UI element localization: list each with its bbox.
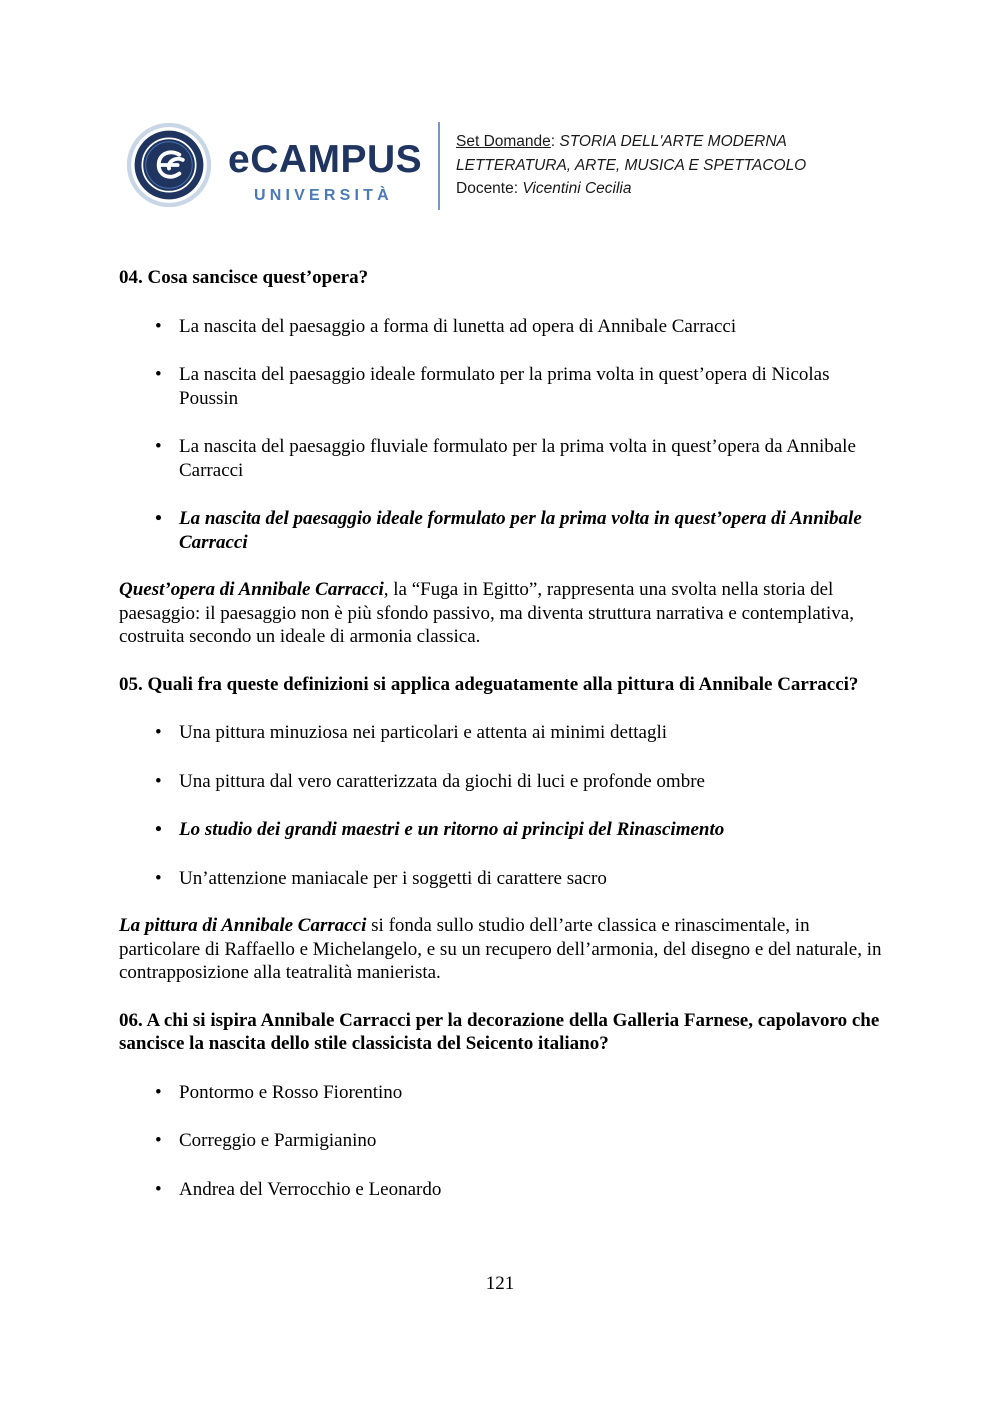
option-item: • La nascita del paesaggio ideale formulato per la prima volta in quest’opera di Nicolas Poussin bbox=[119, 363, 884, 410]
option-item: • Un’attenzione maniacale per i soggetti di carattere sacro bbox=[119, 867, 884, 891]
page-content bbox=[119, 266, 884, 1201]
teacher-line bbox=[456, 177, 806, 201]
document-header bbox=[122, 118, 882, 214]
explanation-lead: Quest’opera di Annibale Carracci bbox=[119, 579, 384, 600]
explanation-lead: La pittura di Annibale Carracci bbox=[119, 915, 367, 936]
ecampus-seal-logo bbox=[126, 122, 212, 208]
universita-wordmark: UNIVERSITÀ bbox=[254, 187, 393, 204]
set-line: Set Domande: STORIA DELL'ARTE MODERNA bbox=[456, 133, 787, 150]
question-06-title: 06. A chi si ispira Annibale Carracci per la decorazione della Galleria Farnese, capolavoro che sancisce la nascita dello stile classicista del Seicento italiano? bbox=[119, 1009, 880, 1054]
set-value: STORIA DELL'ARTE MODERNA bbox=[559, 133, 787, 150]
teacher-label: Docente: bbox=[456, 180, 519, 197]
question-05-title: 05. Quali fra queste definizioni si applica adeguatamente alla pittura di Annibale Carracci? bbox=[119, 673, 859, 695]
set-value-line2: LETTERATURA, ARTE, MUSICA E SPETTACOLO bbox=[456, 156, 807, 174]
option-item: • Andrea del Verrocchio e Leonardo bbox=[119, 1178, 884, 1202]
option-item: • La nascita del paesaggio fluviale formulato per la prima volta in quest’opera da Annibale Carracci bbox=[119, 435, 884, 482]
page-number: 121 bbox=[485, 1273, 515, 1294]
option-item: • Una pittura dal vero caratterizzata da giochi di luci e profonde ombre bbox=[119, 770, 884, 794]
question-04-options bbox=[119, 315, 884, 555]
option-item: • La nascita del paesaggio a forma di lunetta ad opera di Annibale Carracci bbox=[119, 315, 884, 339]
question-04-explanation bbox=[119, 578, 884, 649]
explanation-text: , la “Fuga in Egitto”, rappresenta una svolta nella storia del paesaggio: il paesaggio non è più sfondo passivo, ma diventa struttura narrativa e contemplativa, costruita secondo un ideale di armonia classica. bbox=[119, 579, 854, 647]
set-line-2 bbox=[456, 154, 806, 178]
header-divider bbox=[438, 122, 440, 210]
option-item-correct: • La nascita del paesaggio ideale formulato per la prima volta in quest’opera di Annibale Carracci bbox=[119, 507, 884, 554]
question-06-options bbox=[119, 1081, 884, 1202]
question-05-options bbox=[119, 721, 884, 890]
header-info bbox=[456, 130, 806, 201]
set-label: Set Domande bbox=[456, 133, 551, 150]
option-item: • Correggio e Parmigianino bbox=[119, 1129, 884, 1153]
option-item: • Pontormo e Rosso Fiorentino bbox=[119, 1081, 884, 1105]
option-item-correct: • Lo studio dei grandi maestri e un ritorno ai principi del Rinascimento bbox=[119, 818, 884, 842]
ecampus-wordmark: eCAMPUS bbox=[228, 138, 423, 181]
teacher-value: Vicentini Cecilia bbox=[522, 180, 632, 197]
option-item: • Una pittura minuziosa nei particolari e attenta ai minimi dettagli bbox=[119, 721, 884, 745]
explanation-text: si fonda sullo studio dell’arte classica e rinascimentale, in particolare di Raffaello e Michelangelo, e su un recupero dell’armonia, del disegno e del naturale, in contrapposizione alla teatralità manierista. bbox=[119, 915, 882, 983]
question-05-explanation bbox=[119, 914, 884, 985]
question-04-title: 04. Cosa sancisce quest’opera? bbox=[119, 267, 369, 288]
